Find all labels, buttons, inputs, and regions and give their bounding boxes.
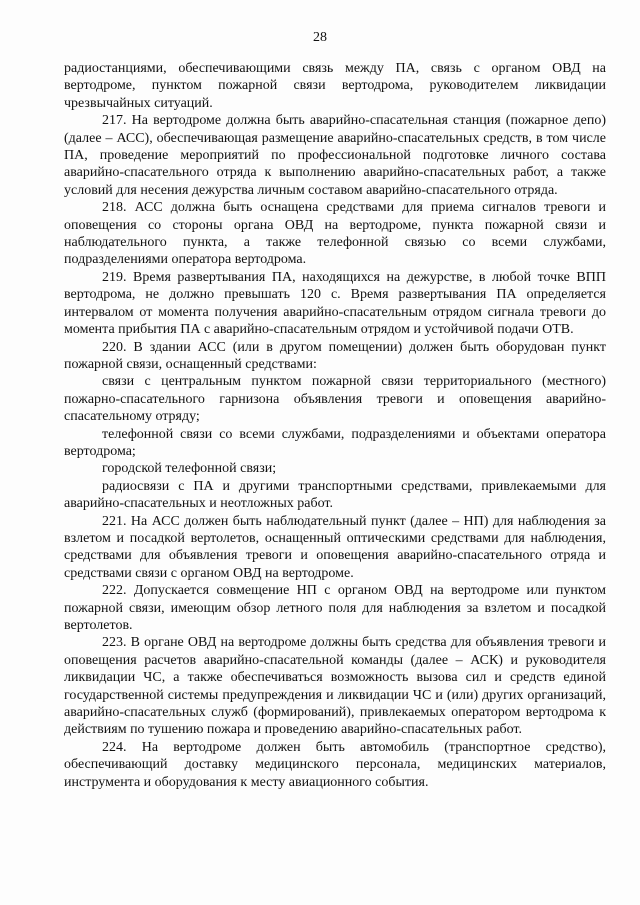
paragraph: 217. На вертодроме должна быть аварийно-спасательная станция (пожарное депо) (далее – АСС), обеспечивающая размещение аварийно-спасательных средств, в том числе ПА, проведение мероприятий по профессиональной подготовке личного состава аварийно-спасательного отряда к выполнению аварийно-спасательных работ, а также условий для несения дежурства личным составом аварийно-спасательного отряда. [64,113,606,198]
paragraph: городской телефонной связи; [102,461,277,477]
paragraph: 223. В органе ОВД на вертодроме должны быть средства для объявления тревоги и оповещения расчетов аварийно-спасательной команды (далее – АСК) и руководителя ликвидации ЧС, а также обеспечиваться возможность вызова сил и средств единой государственной системы предупреждения и ликвидации ЧС и (или) других организаций, аварийно-спасательных служб (формирований), привлекаемых оператором вертодрома к действиям по тушению пожара и проведению аварийно-спасательных работ. [64,635,606,738]
document-body [64,60,606,791]
paragraph: 219. Время развертывания ПА, находящихся на дежурстве, в любой точке ВПП вертодрома, не должно превышать 120 с. Время развертывания ПА определяется интервалом от момента получения аварийно-спасательным отрядом сигнала тревоги до момента прибытия ПА с аварийно-спасательным отрядом и устойчивой подачи ОТВ. [64,269,606,338]
paragraph: радиостанциями, обеспечивающими связь между ПА, связь с органом ОВД на вертодроме, пунктом пожарной связи вертодрома, руководителем ликвидации чрезвычайных ситуаций. [64,61,606,111]
paragraph: 220. В здании АСС (или в другом помещении) должен быть оборудован пункт пожарной связи, оснащенный средствами: [64,339,606,372]
paragraph: 224. На вертодроме должен быть автомобиль (транспортное средство), обеспечивающий доставку медицинского персонала, медицинских материалов, инструмента и оборудования к месту авиационного события. [64,739,606,790]
paragraph: радиосвязи с ПА и другими транспортными средствами, привлекаемыми для аварийно-спасательных и неотложных работ. [64,478,606,512]
paragraph: 218. АСС должна быть оснащена средствами для приема сигналов тревоги и оповещения со стороны органа ОВД на вертодроме, пункта пожарной связи и наблюдательного пункта, а также телефонной связью со всеми службами, подразделениями оператора вертодрома. [64,200,606,268]
paragraph: связи с центральным пунктом пожарной связи территориального (местного) пожарно-спасательного гарнизона объявления тревоги и оповещения аварийно-спасательному отряду; [64,374,606,425]
page-number: 28 [313,30,327,45]
paragraph: 221. На АСС должен быть наблюдательный пункт (далее – НП) для наблюдения за взлетом и посадкой вертолетов, оснащенный оптическими средствами для наблюдения, средствами для объявления тревоги и оповещения аварийно-спасательного отряда и средствами связи с органом ОВД на вертодроме. [64,513,606,581]
paragraph: телефонной связи со всеми службами, подразделениями и объектами оператора вертодрома; [64,426,606,459]
paragraph: 222. Допускается совмещение НП с органом ОВД на вертодроме или пунктом пожарной связи, имеющим обзор летного поля для наблюдения за взлетом и посадкой вертолетов. [64,583,606,633]
